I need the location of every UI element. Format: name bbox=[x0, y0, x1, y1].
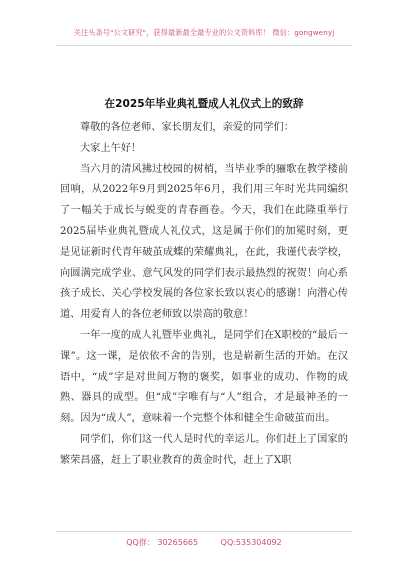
document-body bbox=[60, 118, 348, 472]
header-banner: 关注头条号"公文研究"，获得最新最全最专业的公文资料库！ 微信：gongwenyj bbox=[73, 28, 335, 37]
footer-contacts bbox=[0, 537, 408, 548]
opening-greeting: 大家上午好！ bbox=[80, 142, 142, 154]
document-title: 在2025年毕业典礼暨成人礼仪式上的致辞 bbox=[104, 98, 304, 110]
footer-divider bbox=[56, 531, 352, 532]
salutation: 尊敬的各位老师、家长朋友们，亲爱的同学们： bbox=[80, 122, 294, 133]
paragraph: 一年一度的成人礼暨毕业典礼，是同学们在X职校的“最后一课”。这一课，是依依不舍的告别，也是崭新生活的开始。在汉语中，“成”字是对世间万物的褒奖，如事业的成功、作物的成熟、器具的成型。但“成”字唯有与“人”组合，才是最神圣的一刻。因为“成人”，意味着一个完整个体和健全生命破茧而出。 bbox=[60, 329, 348, 425]
qq-number: QQ:535304092 bbox=[220, 538, 282, 547]
paragraph: 当六月的清风拂过校园的树梢，当毕业季的骊歌在教学楼前回响，从2022年9月到2025年6月，我们用三年时光共同编织了一幅关于成长与蜕变的青春画卷。今天，我们在此隆重举行2025届毕业典礼暨成人礼仪式，这是属于你们的加冕时刻，更是见证新时代青年破茧成蝶的荣耀典礼，在此，我谨代表学校，向圆满完成学业、意气风发的同学们表示最热烈的祝贺！向心系孩子成长、关心学校发展的各位家长致以衷心的感谢！向潜心传道、用爱育人的各位老师致以崇高的敬意！ bbox=[60, 163, 348, 321]
header-divider bbox=[56, 45, 352, 46]
paragraph: 同学们，你们这一代人是时代的幸运儿。你们赶上了国家的繁荣昌盛，赶上了职业教育的黄金时代，赶上了X职 bbox=[60, 433, 348, 466]
qq-group-number: QQ群： 30265665 bbox=[126, 538, 199, 547]
